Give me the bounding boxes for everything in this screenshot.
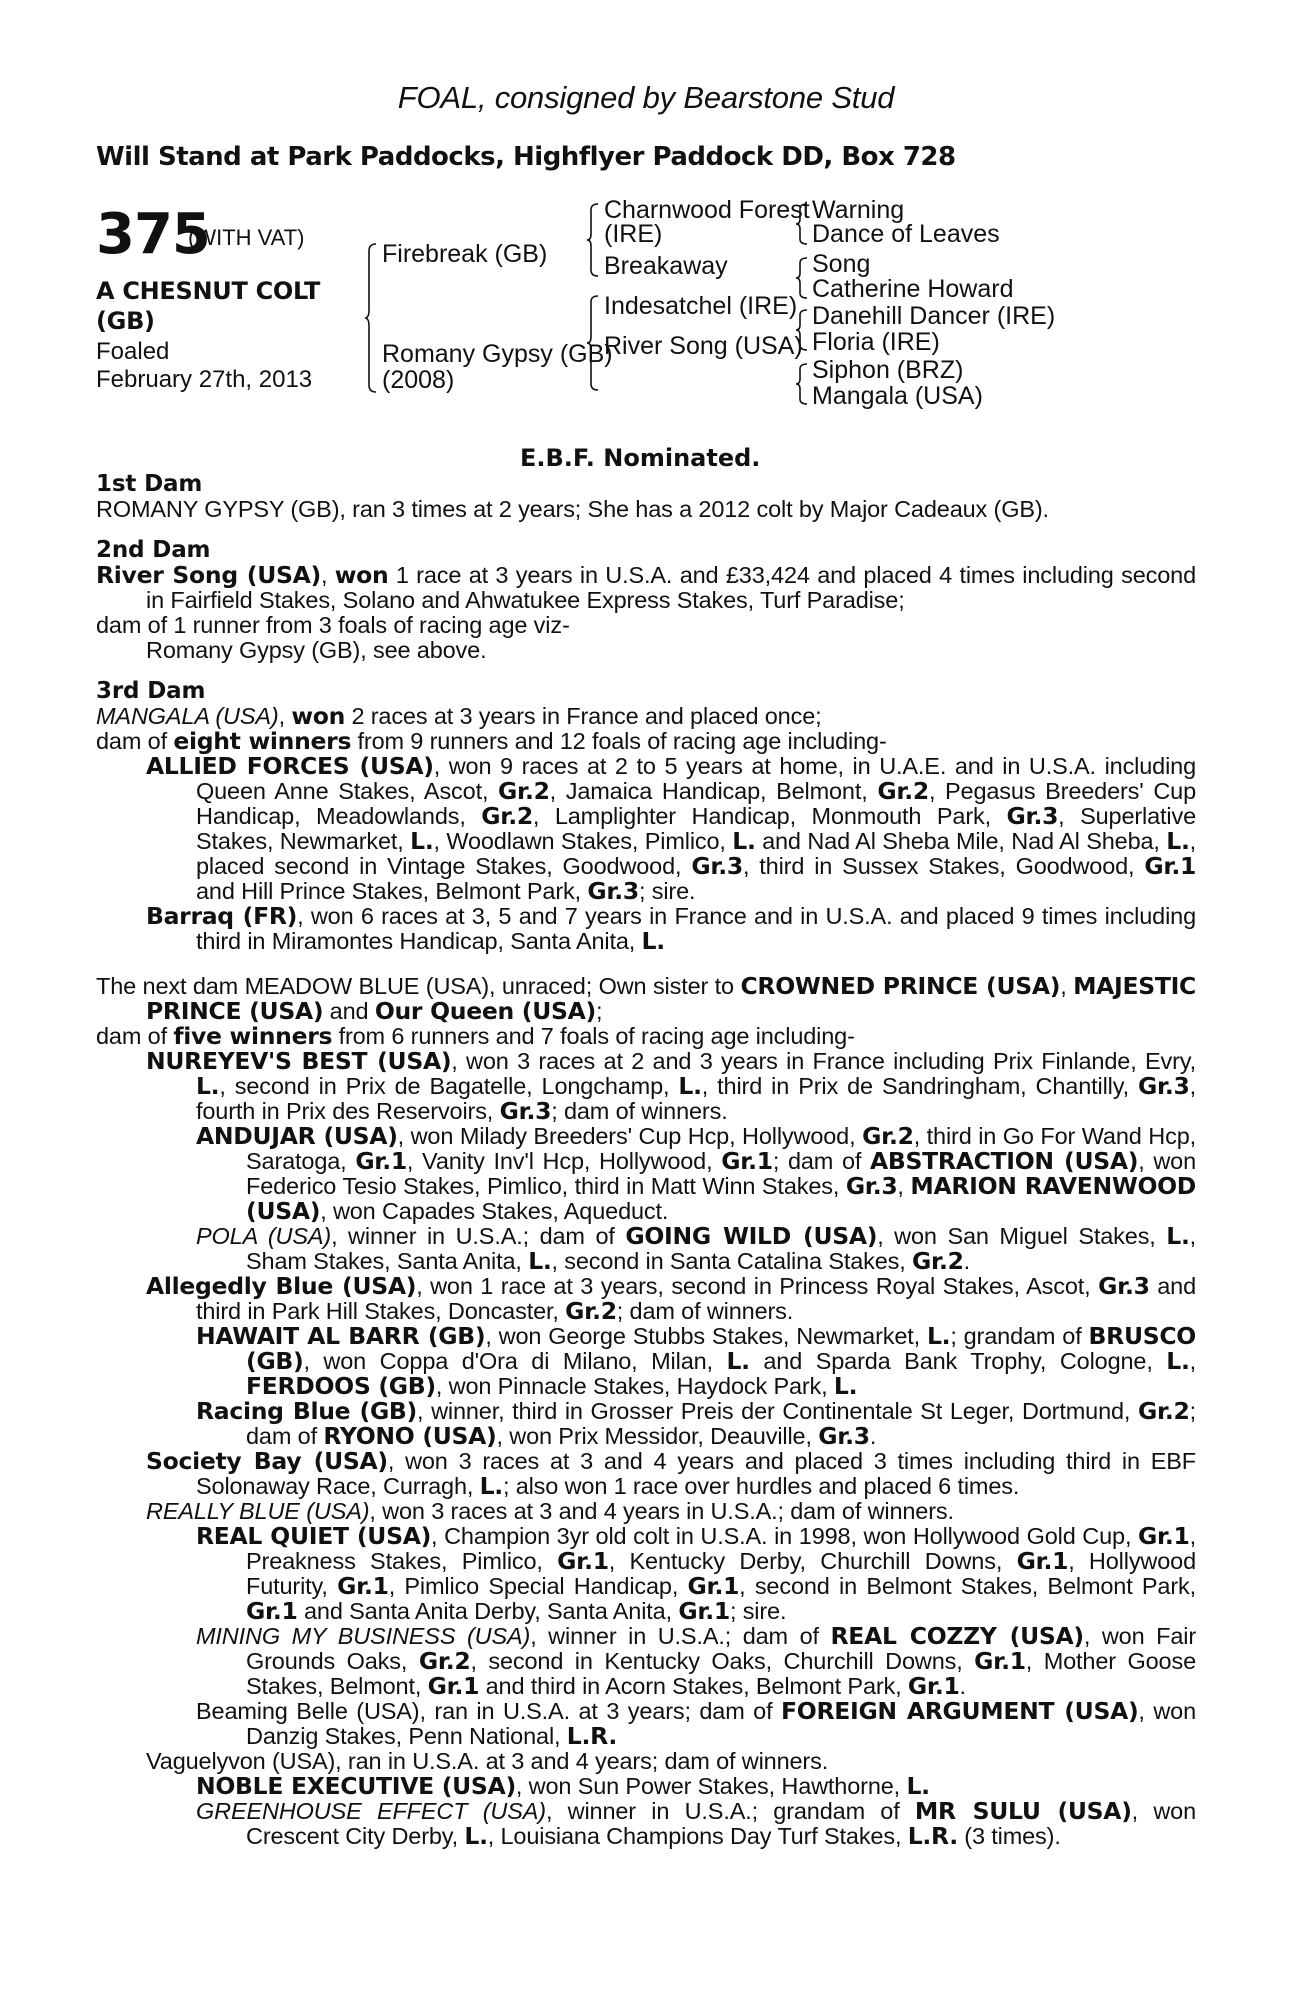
- text-run: MARION RAVENWOOD (USA): [246, 1172, 1197, 1225]
- text-run: HAWAIT AL BARR (GB): [196, 1322, 486, 1350]
- text-run: MANGALA (USA): [96, 703, 279, 729]
- text-run: , won 1 race at 3 years, second in Princess Royal Stakes, Ascot,: [416, 1273, 1099, 1299]
- text-run: Gr.3: [1098, 1272, 1150, 1300]
- text-run: ; dam of: [246, 1398, 1196, 1449]
- lot-name-line1: A CHESNUT COLT: [96, 277, 321, 305]
- text-run: ALLIED FORCES (USA): [146, 752, 434, 780]
- text-run: Gr.3: [499, 1097, 552, 1125]
- text-run: .: [963, 1248, 971, 1274]
- text-run: Barraq (FR): [146, 902, 298, 930]
- text-run: .: [959, 1673, 966, 1699]
- text-run: dam of: [96, 1023, 174, 1049]
- text-run: and Nad Al Sheba Mile, Nad Al Sheba,: [755, 828, 1167, 854]
- produce-greenhouse-effect: [96, 1799, 1196, 1849]
- text-run: Gr.2: [912, 1247, 964, 1275]
- text-run: , second in Belmont Stakes, Belmont Park,: [739, 1573, 1197, 1599]
- produce-mining-my-business: [96, 1624, 1196, 1699]
- text-run: Gr.1: [1144, 852, 1196, 880]
- text-run: L.: [1166, 827, 1190, 855]
- text-run: Gr.1: [687, 1572, 740, 1600]
- text-run: , won Pinnacle Stakes, Haydock Park,: [435, 1373, 834, 1399]
- lot-number: 375: [96, 202, 210, 267]
- text-run: L.: [641, 927, 665, 955]
- text-run: five winners: [173, 1022, 333, 1050]
- second-dam-runner: Romany Gypsy (GB), see above.: [146, 637, 487, 663]
- text-run: ,: [897, 1173, 911, 1199]
- produce-beaming-belle: [96, 1699, 1196, 1749]
- pedigree-bracket-sire: [586, 202, 600, 278]
- pedigree-bracket-g3b: [795, 256, 809, 300]
- first-dam-heading: 1st Dam: [96, 471, 203, 497]
- produce-pola: [96, 1224, 1196, 1274]
- text-run: , won San Miguel Stakes,: [877, 1223, 1167, 1249]
- text-run: .: [869, 1423, 877, 1449]
- text-run: , won 3 races at 2 and 3 years in France including Prix Finlande, Evry,: [451, 1048, 1197, 1074]
- text-run: , Jamaica Handicap, Belmont,: [549, 778, 878, 804]
- produce-really-blue: [96, 1499, 1196, 1524]
- dsd: Floria (IRE): [812, 328, 940, 356]
- text-run: L.: [927, 1322, 951, 1350]
- text-run: Racing Blue (GB): [196, 1397, 417, 1425]
- text-run: 2 races at 3 years in France and placed once;: [345, 703, 822, 729]
- foaled-info: [96, 338, 312, 394]
- text-run: , Vanity Inv'l Hcp, Hollywood,: [406, 1148, 722, 1174]
- text-run: , Pegasus Breeders' Cup Handicap, Meadowlands,: [196, 778, 1196, 829]
- text-run: , second in Kentucky Oaks, Churchill Downs,: [470, 1648, 975, 1674]
- text-run: GREENHOUSE EFFECT (USA): [196, 1798, 546, 1824]
- text-run: L.: [833, 1372, 858, 1400]
- first-dam-text: ROMANY GYPSY (GB), ran 3 times at 2 years; She has a 2012 colt by Major Cadeaux (GB).: [96, 496, 1049, 522]
- second-dam-produce: dam of 1 runner from 3 foals of racing age viz-: [96, 612, 570, 638]
- third-dam-entry: [96, 704, 1196, 729]
- text-run: Gr.2: [418, 1647, 471, 1675]
- text-run: , won George Stubbs Stakes, Newmarket,: [485, 1323, 927, 1349]
- dds: Siphon (BRZ): [812, 356, 964, 384]
- text-run: L.: [1166, 1222, 1190, 1250]
- lot-name-line2: (GB): [96, 307, 155, 335]
- text-run: ; also won 1 race over hurdles and placed 6 times.: [502, 1473, 1020, 1499]
- text-run: and third in Park Hill Stakes, Doncaster,: [196, 1273, 1196, 1324]
- text-run: , winner in U.S.A.; dam of: [530, 1623, 831, 1649]
- text-run: , Preakness Stakes, Pimlico,: [246, 1523, 1196, 1574]
- text-run: ; dam of winners.: [551, 1098, 728, 1124]
- text-run: , winner, third in Grosser Preis der Continentale St Leger, Dortmund,: [417, 1398, 1138, 1424]
- pedigree-bracket-g3c: [795, 308, 809, 352]
- text-run: and Sparda Bank Trophy, Cologne,: [749, 1348, 1167, 1374]
- text-run: , winner in U.S.A.; dam of: [331, 1223, 626, 1249]
- pedigree-bracket-g3a: [795, 202, 809, 246]
- text-run: , won 9 races at 2 to 5 years at home, in U.A.E. and in U.S.A. including Queen Anne Stakes, Ascot,: [196, 753, 1196, 804]
- produce-racing-blue: [96, 1399, 1196, 1449]
- text-run: , winner in U.S.A.; grandam of: [545, 1798, 915, 1824]
- text-run: ,: [1189, 1348, 1196, 1374]
- text-run: L.: [479, 1472, 503, 1500]
- text-run: from 6 runners and 7 foals of racing age including-: [332, 1023, 855, 1049]
- foaled-label: Foaled: [96, 338, 170, 365]
- text-run: MR SULU (USA): [914, 1797, 1132, 1825]
- text-run: 1 race at 3 years in U.S.A. and £33,424 and placed 4 times including second in Fairfield Stakes, Solano and Ahwatukee Express Stakes, Turf Paradise;: [146, 562, 1196, 613]
- produce-andujar: [96, 1124, 1196, 1224]
- text-run: ;: [595, 998, 603, 1024]
- text-run: CROWNED PRINCE (USA): [740, 972, 1061, 1000]
- ebf-nominated: E.B.F. Nominated.: [520, 444, 761, 472]
- text-run: won: [334, 561, 389, 589]
- dam-sire: Indesatchel (IRE): [604, 292, 798, 320]
- text-run: Gr.1: [907, 1672, 960, 1700]
- text-run: , Lamplighter Handicap, Monmouth Park,: [532, 803, 1007, 829]
- text-run: , won Fair Grounds Oaks,: [246, 1623, 1196, 1674]
- text-run: Gr.1: [355, 1147, 407, 1175]
- text-run: ; sire.: [638, 878, 696, 904]
- text-run: , Pimlico Special Handicap,: [388, 1573, 688, 1599]
- text-run: , Sham Stakes, Santa Anita,: [246, 1223, 1196, 1274]
- text-run: ; sire.: [729, 1598, 787, 1624]
- text-run: Gr.1: [721, 1147, 773, 1175]
- produce-record: [96, 472, 1196, 1849]
- text-run: ABSTRACTION (USA): [870, 1147, 1139, 1175]
- produce-barraq: [96, 904, 1196, 954]
- text-run: ,: [278, 703, 292, 729]
- dam-dam: River Song (USA): [604, 332, 803, 360]
- text-run: , Mother Goose Stakes, Belmont,: [246, 1648, 1196, 1699]
- dam: Romany Gypsy (GB): [382, 340, 613, 368]
- text-run: , fourth in Prix des Reservoirs,: [196, 1073, 1196, 1124]
- produce-hawait-al-barr: [96, 1324, 1196, 1399]
- text-run: , second in Santa Catalina Stakes,: [551, 1248, 913, 1274]
- text-run: Gr.3: [587, 877, 639, 905]
- text-run: and Hill Prince Stakes, Belmont Park,: [196, 878, 588, 904]
- text-run: and third in Acorn Stakes, Belmont Park,: [479, 1673, 908, 1699]
- text-run: , won Coppa d'Ora di Milano, Milan,: [303, 1348, 727, 1374]
- text-run: Gr.3: [845, 1172, 898, 1200]
- text-run: and Santa Anita Derby, Santa Anita,: [297, 1598, 679, 1624]
- text-run: Society Bay (USA): [146, 1447, 388, 1475]
- pedigree-block: [96, 196, 1196, 472]
- text-run: RYONO (USA): [323, 1422, 497, 1450]
- text-run: , third in Sussex Stakes, Goodwood,: [742, 853, 1145, 879]
- text-run: Gr.1: [557, 1547, 609, 1575]
- text-run: FOREIGN ARGUMENT (USA): [781, 1697, 1139, 1725]
- sss: Warning: [812, 196, 905, 224]
- text-run: won: [291, 702, 346, 730]
- text-run: , won Capades Stakes, Aqueduct.: [320, 1198, 669, 1224]
- sire: Firebreak (GB): [382, 240, 548, 268]
- text-run: dam of: [96, 728, 174, 754]
- text-run: , Superlative Stakes, Newmarket,: [196, 803, 1196, 854]
- third-dam-heading: 3rd Dam: [96, 678, 206, 704]
- lot-description: [96, 276, 366, 336]
- foaled-date: February 27th, 2013: [96, 366, 313, 393]
- text-run: NUREYEV'S BEST (USA): [146, 1047, 452, 1075]
- text-run: POLA (USA): [196, 1223, 332, 1249]
- text-run: The next dam MEADOW BLUE (USA), unraced; Own sister to: [96, 973, 741, 999]
- pedigree-bracket-g3d: [795, 362, 809, 406]
- third-dam-produce: [96, 729, 1196, 754]
- text-run: Gr.2: [877, 777, 929, 805]
- text-run: , third in Go For Wand Hcp, Saratoga,: [246, 1123, 1196, 1174]
- text-run: REALLY BLUE (USA): [146, 1498, 370, 1524]
- text-run: , won Sun Power Stakes, Hawthorne,: [515, 1773, 907, 1799]
- text-run: Gr.1: [427, 1672, 480, 1700]
- text-run: Gr.2: [565, 1297, 617, 1325]
- text-run: Gr.1: [1138, 1522, 1190, 1550]
- text-run: (3 times).: [957, 1823, 1061, 1849]
- text-run: ; dam of: [772, 1148, 871, 1174]
- sire-dam: Breakaway: [604, 252, 728, 280]
- second-dam-heading: 2nd Dam: [96, 537, 211, 563]
- text-run: , Woodlawn Stakes, Pimlico,: [433, 828, 733, 854]
- text-run: Gr.3: [1138, 1072, 1190, 1100]
- text-run: FERDOOS (GB): [246, 1372, 436, 1400]
- text-run: L.R.: [566, 1722, 617, 1750]
- ddd: Mangala (USA): [812, 382, 983, 410]
- text-run: Gr.2: [498, 777, 550, 805]
- next-dam-entry: [96, 974, 1196, 1024]
- text-run: Gr.3: [818, 1422, 870, 1450]
- text-run: REAL COZZY (USA): [830, 1622, 1084, 1650]
- text-run: MINING MY BUSINESS (USA): [196, 1623, 531, 1649]
- ssd: Dance of Leaves: [812, 220, 1000, 248]
- pedigree-bracket-dam: [586, 294, 600, 392]
- text-run: Gr.1: [337, 1572, 389, 1600]
- text-run: L.: [906, 1772, 930, 1800]
- produce-allied-forces: [96, 754, 1196, 904]
- text-run: REAL QUIET (USA): [196, 1522, 432, 1550]
- produce-nureyevs-best: [96, 1049, 1196, 1124]
- text-run: Gr.1: [974, 1647, 1026, 1675]
- text-run: , Kentucky Derby, Churchill Downs,: [608, 1548, 1017, 1574]
- text-run: L.: [678, 1072, 702, 1100]
- text-run: , won 3 races at 3 and 4 years in U.S.A.; dam of winners.: [369, 1498, 954, 1524]
- produce-noble-executive: [96, 1774, 1196, 1799]
- sdd: Catherine Howard: [812, 275, 1014, 303]
- text-run: L.: [726, 1347, 750, 1375]
- text-run: , Hollywood Futurity,: [246, 1548, 1196, 1599]
- text-run: Gr.2: [1138, 1397, 1190, 1425]
- text-run: ,: [1060, 973, 1074, 999]
- produce-vaguelyvon: Vaguelyvon (USA), ran in U.S.A. at 3 and 4 years; dam of winners.: [146, 1748, 829, 1774]
- text-run: L.R.: [907, 1822, 958, 1850]
- text-run: , won Federico Tesio Stakes, Pimlico, third in Matt Winn Stakes,: [246, 1148, 1196, 1199]
- text-run: Gr.3: [1006, 802, 1059, 830]
- pedigree-bracket-gen1: [364, 242, 378, 394]
- text-run: , won Danzig Stakes, Penn National,: [246, 1698, 1196, 1749]
- text-run: Gr.1: [246, 1597, 298, 1625]
- dam-year: (2008): [382, 366, 455, 394]
- text-run: , Champion 3yr old colt in U.S.A. in 1998, won Hollywood Gold Cup,: [431, 1523, 1138, 1549]
- text-run: L.: [410, 827, 434, 855]
- text-run: Gr.2: [481, 802, 533, 830]
- text-run: Our Queen (USA): [374, 997, 596, 1025]
- text-run: , won 3 races at 3 and 4 years and placed 3 times including third in EBF Solonaway Race, Curragh,: [196, 1448, 1196, 1499]
- next-dam-produce: [96, 1024, 1196, 1049]
- text-run: Gr.1: [1016, 1547, 1069, 1575]
- text-run: Gr.3: [691, 852, 743, 880]
- text-run: BRUSCO (GB): [246, 1322, 1196, 1375]
- spacer: [96, 954, 1196, 974]
- text-run: ; grandam of: [950, 1323, 1089, 1349]
- text-run: GOING WILD (USA): [625, 1222, 878, 1250]
- text-run: , placed second in Vintage Stakes, Goodwood,: [196, 828, 1196, 879]
- text-run: MAJESTIC PRINCE (USA): [146, 972, 1196, 1025]
- text-run: NOBLE EXECUTIVE (USA): [196, 1772, 516, 1800]
- consignor-heading: FOAL, consigned by Bearstone Stud: [397, 80, 895, 115]
- text-run: , won Prix Messidor, Deauville,: [496, 1423, 819, 1449]
- text-run: L.: [464, 1822, 488, 1850]
- text-run: Beaming Belle (USA), ran in U.S.A. at 3 years; dam of: [196, 1698, 782, 1724]
- produce-real-quiet: [96, 1524, 1196, 1624]
- text-run: Gr.1: [678, 1597, 730, 1625]
- produce-allegedly-blue: [96, 1274, 1196, 1324]
- text-run: ,: [320, 562, 335, 588]
- horse-name: River Song (USA): [96, 561, 321, 589]
- sire-sire-country: (IRE): [604, 220, 663, 248]
- text-run: Gr.2: [862, 1122, 914, 1150]
- second-dam-entry: [96, 563, 1196, 613]
- text-run: , won Milady Breeders' Cup Hcp, Hollywood,: [397, 1123, 863, 1149]
- text-run: ANDUJAR (USA): [196, 1122, 398, 1150]
- sire-sire: Charnwood Forest: [604, 196, 810, 224]
- vat-note: (WITH VAT): [188, 225, 305, 250]
- text-run: L.: [528, 1247, 552, 1275]
- text-run: eight winners: [173, 727, 352, 755]
- stand-location: Will Stand at Park Paddocks, Highflyer Paddock DD, Box 728: [96, 142, 956, 172]
- sds: Song: [812, 250, 871, 278]
- text-run: ; dam of winners.: [616, 1298, 794, 1324]
- dss: Danehill Dancer (IRE): [812, 302, 1056, 330]
- text-run: , Louisiana Champions Day Turf Stakes,: [487, 1823, 908, 1849]
- text-run: L.: [732, 827, 756, 855]
- text-run: Allegedly Blue (USA): [146, 1272, 417, 1300]
- text-run: and: [323, 998, 375, 1024]
- text-run: , second in Prix de Bagatelle, Longchamp,: [219, 1073, 679, 1099]
- produce-society-bay: [96, 1449, 1196, 1499]
- text-run: from 9 runners and 12 foals of racing age including-: [351, 728, 887, 754]
- text-run: L.: [196, 1072, 220, 1100]
- text-run: L.: [1166, 1347, 1190, 1375]
- text-run: , third in Prix de Sandringham, Chantilly,: [701, 1073, 1138, 1099]
- text-run: , won 6 races at 3, 5 and 7 years in France and in U.S.A. and placed 9 times including third in Miramontes Handicap, Santa Anita,: [196, 903, 1197, 954]
- text-run: , won Crescent City Derby,: [246, 1798, 1196, 1849]
